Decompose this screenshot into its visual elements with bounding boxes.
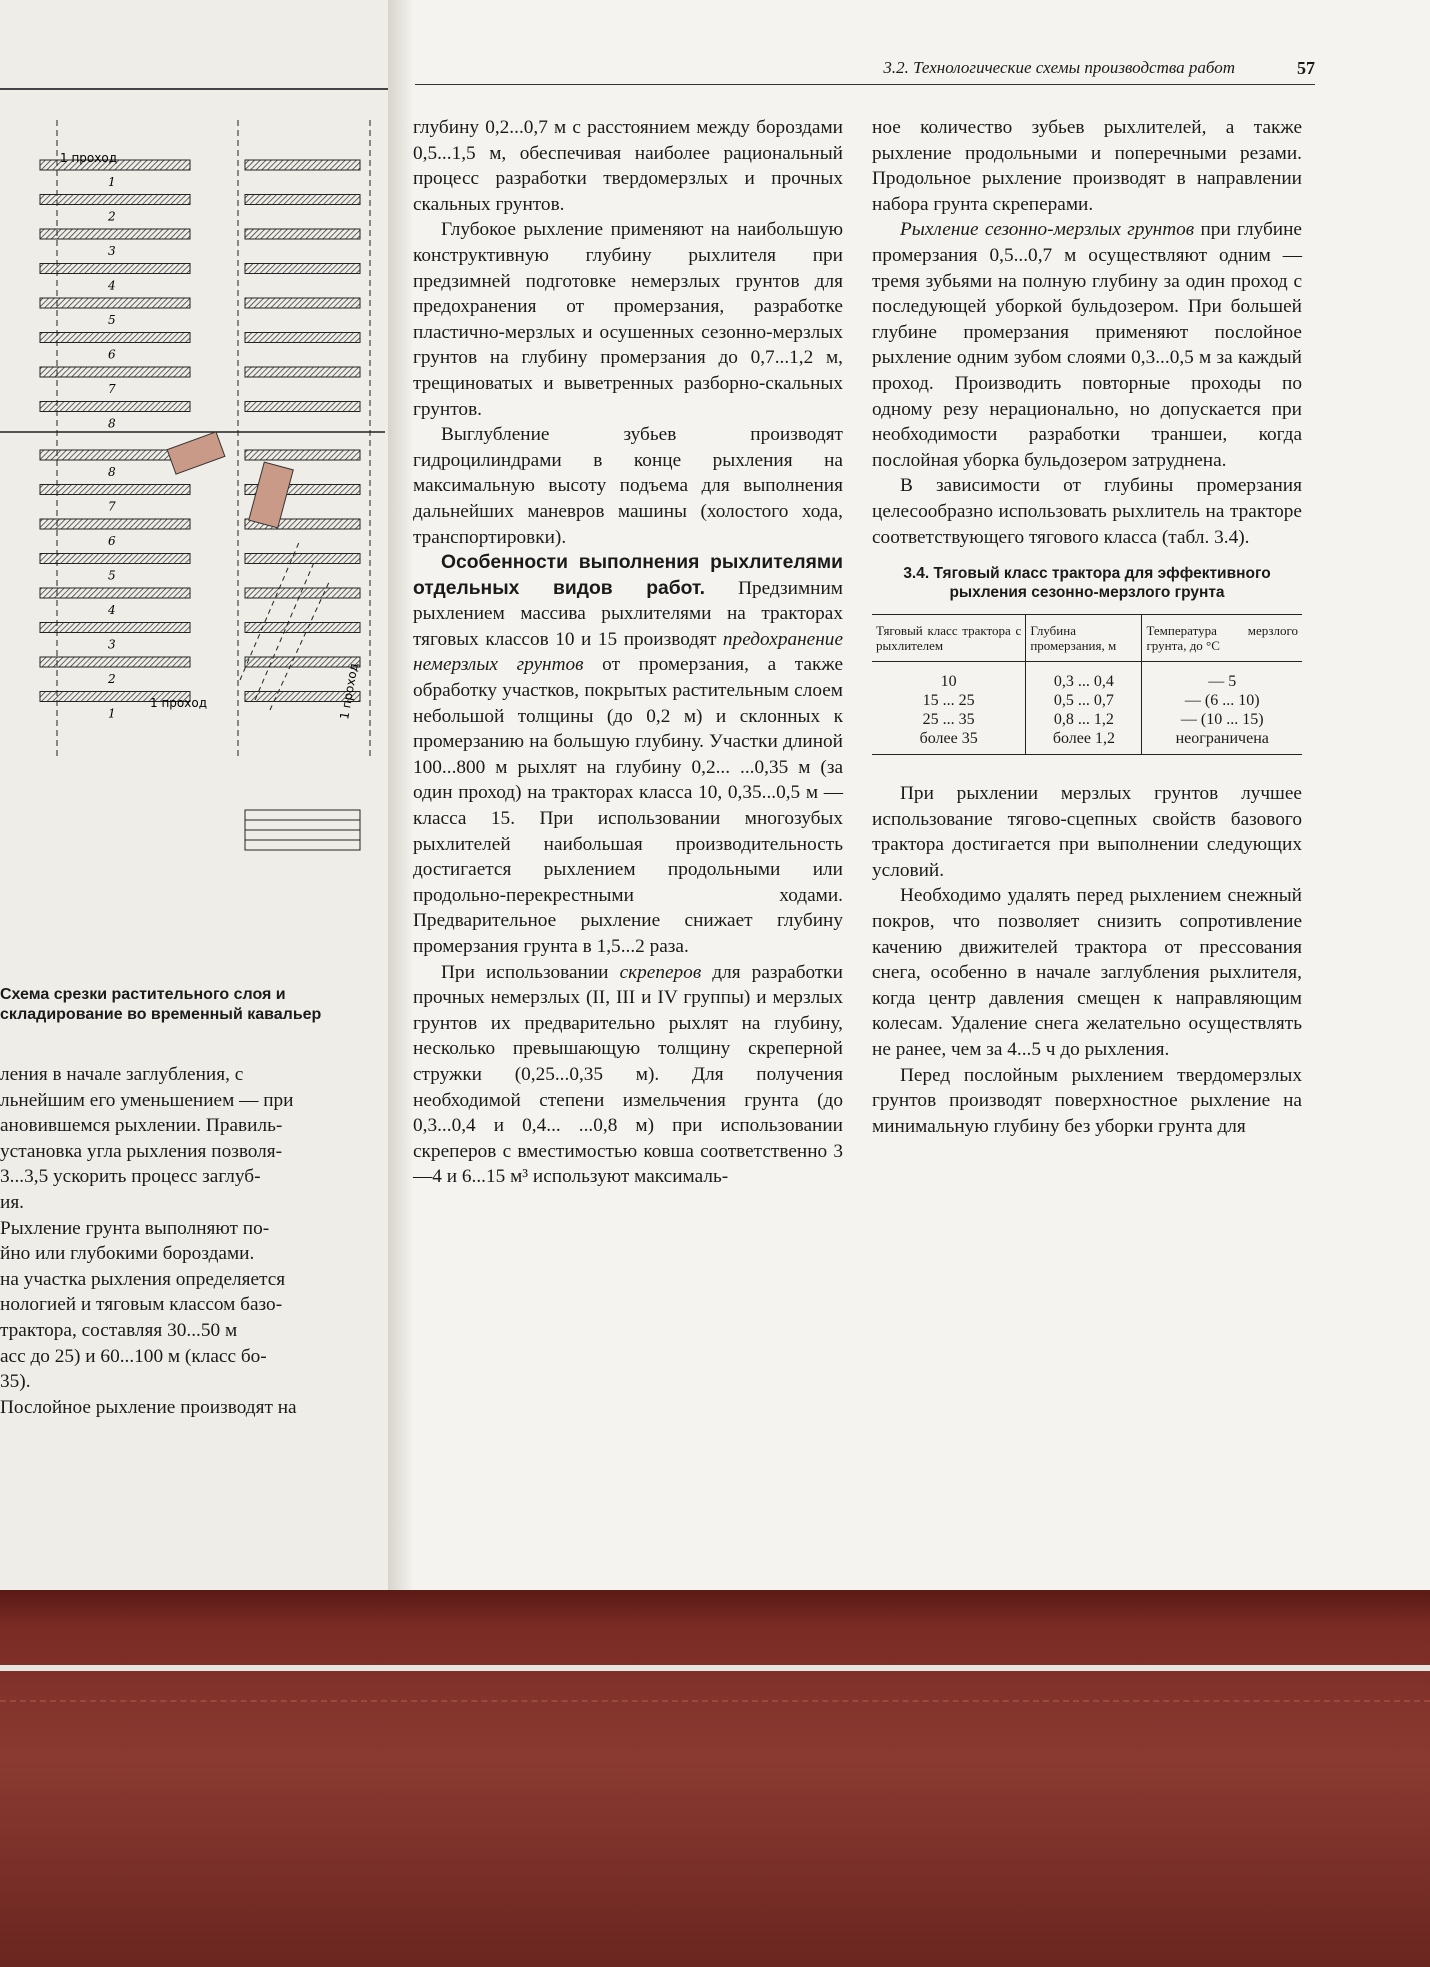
text-column-1 (413, 115, 843, 1190)
header-rule (0, 88, 390, 90)
soil-strip (245, 657, 360, 667)
paragraph: глубину 0,2...0,7 м с расстоянием между бороздами 0,5...1,5 м, обеспечивая наиболее рациональный процесс разработки твердомерзлых и прочных скальных грунтов. (413, 117, 843, 215)
scraper-icon (249, 462, 294, 528)
spoil-hatch (245, 820, 360, 840)
left-column-line: на участка рыхления определяется (0, 1268, 286, 1290)
running-head (415, 58, 1315, 85)
lane-label-group (107, 175, 116, 721)
italic-term: скреперов (619, 961, 702, 983)
bulldozer-icon (167, 432, 225, 474)
left-column-line: 35). (0, 1371, 31, 1393)
lane-number: 3 (108, 244, 116, 258)
lane-number: 8 (108, 416, 116, 431)
text-column-2 (872, 115, 1302, 1139)
text-run: от промерзания, а также обработку участков, покрытых растительным слоем небольшой толщины (до 0,2 м) и склонных к промерзанию на большую глубину. Участки длиной 100...800 м рыхлят на глубину 0,2... ...0,35 м (за один проход) на тракторах класса 10, 0,35...0,5 м — класса 15. При использовании многозубых рыхлителей наибольшая производительность достигается рыхлением продольными или продольно-перекрестными ходами. Предварительное рыхление снижает глубину промерзания грунта в 1,5...2 раза. (413, 654, 844, 957)
label-pass-bottom: 1 проход (150, 696, 207, 710)
lane-number: 2 (108, 209, 116, 224)
soil-strip (40, 333, 190, 343)
table-column-cell (1026, 662, 1142, 755)
page-number: 57 (1297, 58, 1315, 78)
book-cover-leather (0, 1590, 1430, 1967)
lane-number: 2 (108, 672, 116, 686)
cover-stitching (0, 1700, 1430, 1702)
left-column-line: ия. (0, 1191, 25, 1213)
soil-strip (245, 195, 360, 205)
lane-number: 4 (108, 603, 116, 617)
paragraph: При рыхлении мерзлых грунтов лучшее использование тягово-сцепных свойств базового трактора достигается при выполнении следующих условий. (872, 783, 1302, 881)
section-heading: Особенности выполнения рыхлителями отдельных видов работ. (413, 552, 843, 599)
lane-number: 5 (108, 313, 116, 327)
table-column-cell (1142, 662, 1302, 755)
soil-strip (245, 160, 360, 170)
lane-number: 5 (108, 568, 116, 583)
table-cell-value: 15 ... 25 (922, 692, 975, 710)
soil-strip (40, 298, 190, 308)
table-cell-value: неограничена (1175, 730, 1269, 748)
book-gutter (388, 0, 412, 1590)
loosening-scheme-diagram (0, 120, 385, 980)
left-column-line: Рыхление грунта выполняют по- (0, 1217, 270, 1239)
text-run: для разработки прочных немерзлых (II, III и IV группы) и мерзлых грунтов их предварительно рыхлят на глубину, несколько превышающую толщину скреперной стружки (0,25...0,35 м). Для получения необходимой степени измельчения грунта (до 0,3...0,4 и 0,4... ...0,8 м) при использовании скреперов с вместимостью ковша соответственно 3—4 и 6...15 м³ используют максималь- (413, 961, 843, 1188)
lane-number: 6 (108, 347, 116, 362)
text-run: Предзимним рыхлением массива рыхлителями на тракторах тяговых классов 10 и 15 производят (413, 577, 843, 650)
left-column-line: йно или глубокими бороздами. (0, 1243, 255, 1265)
text-run: при глубине промерзания 0,5...0,7 м осуществляют одним — тремя зубьями на полную глубину за один проход с последующей уборкой бульдозером. При большей глубине промерзания применяют послойное рыхление одним зубом слоями 0,3...0,5 м за каждый проход. Производить повторные проходы по одному резу нерационально, но допускается при необходимости разработки траншеи, когда послойная уборка бульдозером затруднена. (872, 219, 1302, 471)
left-column-line: нологией и тяговым классом базо- (0, 1294, 283, 1316)
paragraph (872, 217, 1302, 473)
paragraph: В зависимости от глубины промерзания целесообразно использовать рыхлитель на тракторе соответствующего тягового класса (табл. 3.4). (872, 475, 1302, 548)
table-column-cell (872, 662, 1026, 755)
lane-number: 7 (108, 499, 116, 514)
italic-term: предохранение немерзлых грунтов (413, 628, 843, 676)
left-column-line: ановившемся рыхлении. Правиль- (0, 1115, 283, 1137)
soil-strip (245, 554, 360, 564)
running-title: 3.2. Технологические схемы производства работ (883, 58, 1235, 77)
table-cell-value: 0,8 ... 1,2 (1053, 711, 1114, 729)
table-header-cell: Тяговый класс трактора с рыхлителем (872, 615, 1026, 662)
soil-strip (40, 519, 190, 529)
lane-number: 1 (108, 706, 116, 721)
table-header-cell: Глубина промерзания, м (1026, 615, 1142, 662)
table-cell-value: — (6 ... 10) (1184, 692, 1260, 710)
soil-strip (40, 367, 190, 377)
soil-strip (40, 623, 190, 633)
left-column-line: Послойное рыхление производят на (0, 1396, 297, 1418)
table-cell-value: 0,3 ... 0,4 (1053, 673, 1114, 691)
soil-strip (40, 229, 190, 239)
paragraph: Перед послойным рыхлением твердомерзлых грунтов производят поверхностное рыхление на минимальную глубину без уборки грунта для (872, 1064, 1302, 1137)
soil-strip (40, 195, 190, 205)
soil-strip (40, 402, 190, 412)
left-column-line: установка угла рыхления позволя- (0, 1140, 283, 1162)
soil-strip (245, 298, 360, 308)
soil-strip (40, 485, 190, 495)
paragraph (413, 960, 843, 1190)
left-page (0, 0, 396, 1590)
table-title: 3.4. Тяговый класс трактора для эффективного рыхления сезонно-мерзлого грунта (903, 565, 1271, 602)
table-row (872, 662, 1302, 755)
soil-strip (40, 657, 190, 667)
soil-strip (40, 554, 190, 564)
soil-strip (245, 367, 360, 377)
lane-number: 3 (108, 637, 116, 652)
table-cell-value: 25 ... 35 (922, 711, 975, 729)
table-cell-value: более 35 (919, 730, 978, 748)
lane-number: 6 (108, 534, 116, 548)
text-run: При использовании (441, 961, 620, 983)
paragraph: Необходимо удалять перед рыхлением снежный покров, что позволяет снизить сопротивление качению движителей трактора от прессования снега, особенно в начале заглубления рыхлителя, когда центр давления смещен к направляющим колесам. Удаление снега желательно осуществлять не ранее, чем за 4...5 ч до рыхления. (872, 885, 1302, 1061)
paragraph (413, 550, 843, 960)
figure-caption: Схема срезки растительного слоя и складирование во временный кавальер (0, 986, 322, 1023)
cover-page-edge (0, 1665, 1430, 1671)
left-column-line: льнейшим его уменьшением — при (0, 1089, 294, 1111)
paragraph: Выглубление зубьев производят гидроцилиндрами в конце рыхления на максимальную высоту подъема для выполнения дальнейших маневров машины (холостого хода, транспортировки). (413, 424, 843, 548)
paragraph: Глубокое рыхление применяют на наибольшую конструктивную глубину рыхлителя при предзимней подготовке немерзлых грунтов для предохранения от промерзания, разработке пластично-мерзлых и осушенных сезонно-мерзлых грунтов на глубину промерзания до 0,7...1,2 м, трещиноватых и выветренных разборно-скальных грунтов. (413, 219, 843, 420)
lane-number: 1 (108, 175, 116, 189)
table-header-row (872, 615, 1302, 662)
soil-strip (245, 402, 360, 412)
label-pass-top: 1 проход (60, 151, 117, 165)
left-column-line: ления в начале заглубления, с (0, 1064, 244, 1085)
table-cell-value: — 5 (1208, 673, 1237, 691)
soil-strip (245, 450, 360, 460)
table-cell-value: 0,5 ... 0,7 (1053, 692, 1114, 710)
left-column-text (0, 1062, 385, 1420)
left-column-line: асс до 25) и 60...100 м (класс бо- (0, 1345, 267, 1367)
table-header-cell: Температура мерзлого грунта, до °С (1142, 615, 1302, 662)
traction-class-table (872, 614, 1302, 755)
left-column-line: 3...3,5 ускорить процесс заглуб- (0, 1166, 261, 1188)
lane-number: 7 (108, 382, 116, 396)
table-cell-value: — (10 ... 15) (1180, 711, 1264, 729)
lane-number: 8 (108, 465, 116, 479)
soil-strip (40, 588, 190, 598)
soil-strip (245, 264, 360, 274)
soil-strip (40, 264, 190, 274)
soil-strip (245, 229, 360, 239)
strip-group (40, 160, 360, 702)
lane-number: 4 (108, 278, 116, 293)
table-cell-value: 10 (940, 673, 957, 691)
paragraph: ное количество зубьев рыхлителей, а также рыхление продольными и поперечными резами. Продольное рыхление производят в направлении набора грунта скреперами. (872, 117, 1302, 215)
table-cell-value: более 1,2 (1052, 730, 1115, 748)
soil-strip (245, 333, 360, 343)
italic-term: Рыхление сезонно-мерзлых грунтов (900, 219, 1195, 241)
left-column-line: трактора, составляя 30...50 м (0, 1319, 238, 1341)
label-pass-side: 1 проход (337, 661, 361, 721)
